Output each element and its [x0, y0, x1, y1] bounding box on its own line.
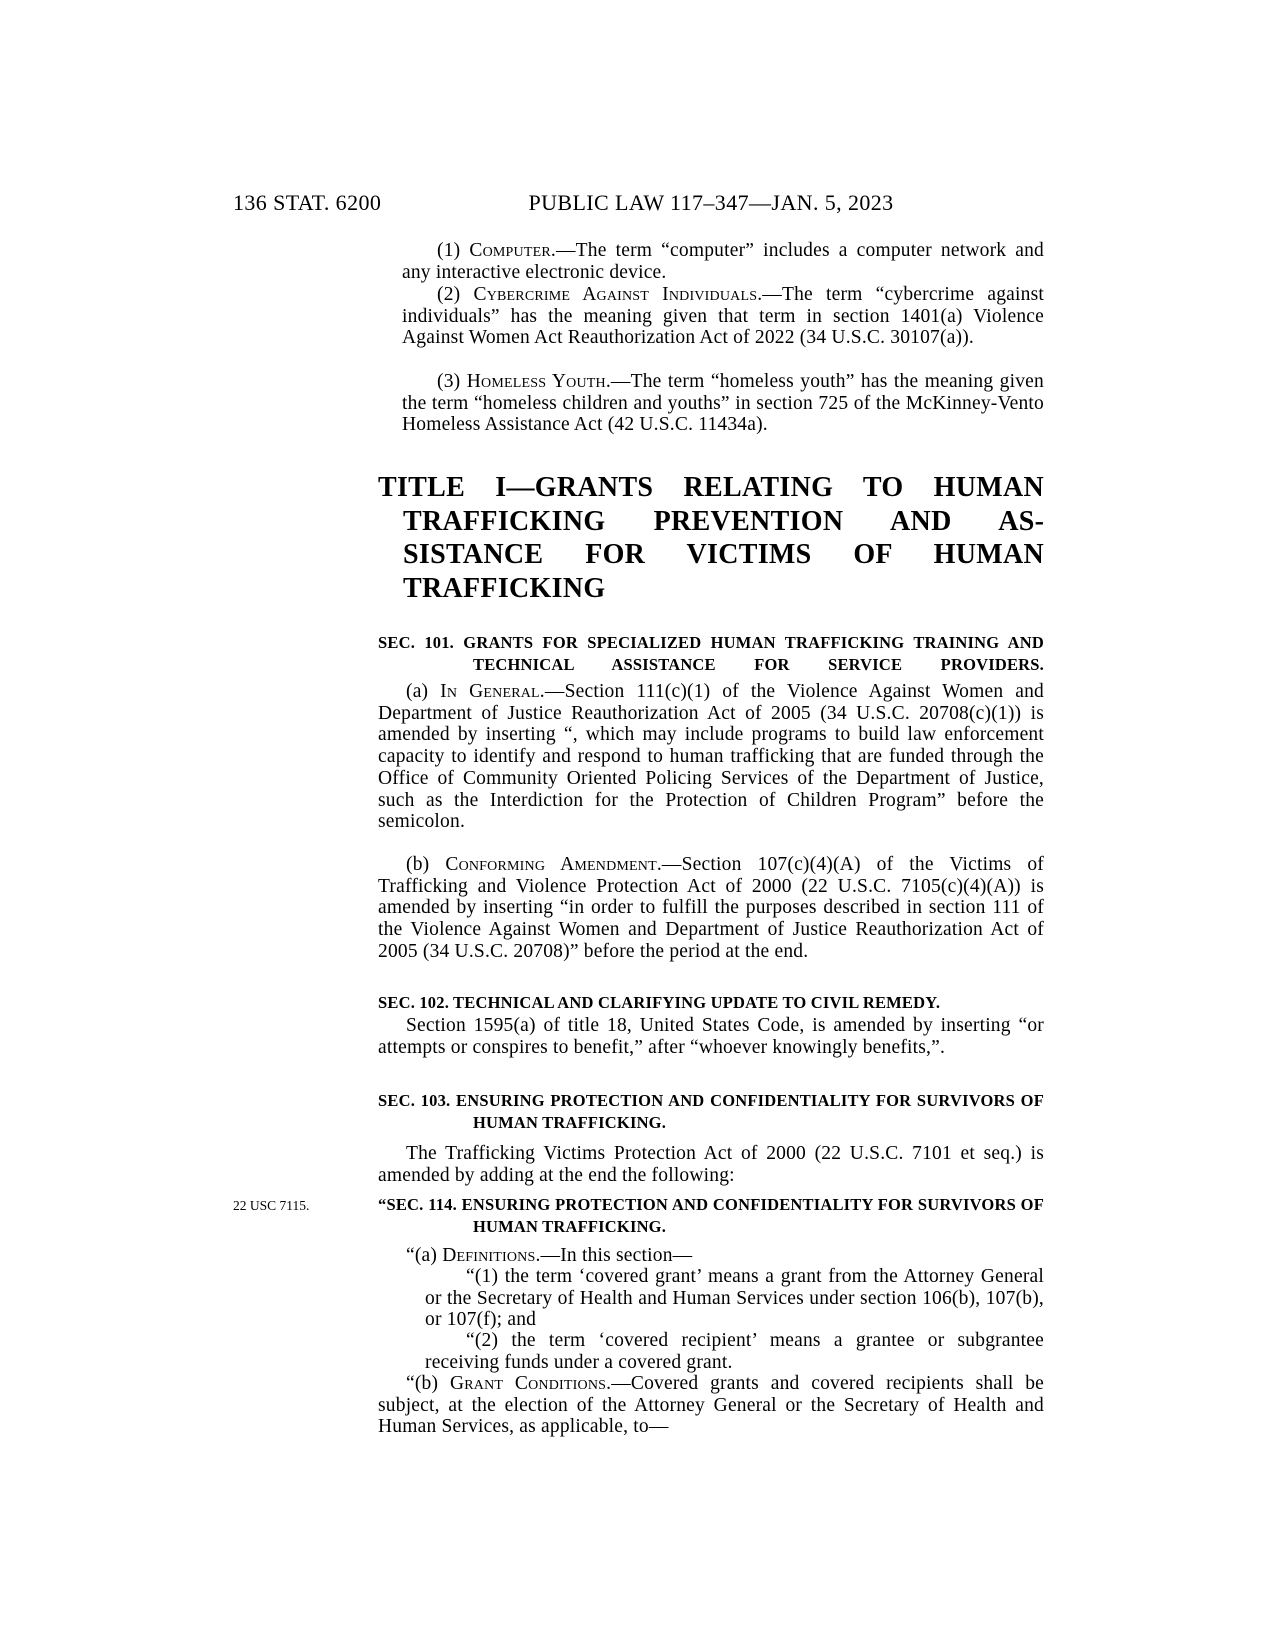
- para-number: (2): [437, 284, 474, 305]
- para-103-body: The Trafficking Victims Protection Act of 2000 (22 U.S.C. 7101 et seq.) is amended by adding at the end the following:: [378, 1143, 1044, 1186]
- title-i-heading: TITLE I—GRANTS RELATING TO HUMAN TRAFFICKING PREVENTION AND ASSISTANCE FOR VICTIMS OF HUMAN TRAFFICKING: [378, 472, 1044, 604]
- para-101-subsec-a: [378, 681, 1044, 833]
- para-number: (3): [437, 371, 467, 392]
- para-text: .—The term “computer” includes a computer network and any interactive electronic device.: [402, 240, 1044, 283]
- para-101-subsec-b: [378, 854, 1044, 963]
- para-114-subsec-b-grant-conditions: [378, 1373, 1044, 1438]
- subsec-letter: (b): [406, 854, 446, 875]
- subsec-term: Definitions: [442, 1245, 536, 1266]
- para-114-subsec-a-definitions: [378, 1245, 1044, 1267]
- para-114-a-1: “(1) the term ‘covered grant’ means a grant from the Attorney General or the Secretary of Health and Human Services under section 106(b), 107(b), or 107(f); and: [425, 1266, 1044, 1331]
- margin-note-22-usc-7115: 22 USC 7115.: [233, 1198, 310, 1213]
- sec-101-heading: SEC. 101. GRANTS FOR SPECIALIZED HUMAN TRAFFICKING TRAINING AND TECHNICAL ASSISTANCE FOR SERVICE PROVIDERS.: [378, 633, 1044, 674]
- defined-term: Homeless Youth: [466, 371, 606, 392]
- para-text: .—The term “cybercrime against individuals” has the meaning given that term in section 1401(a) Violence Against Women Act Reauthorization Act of 2022 (34 U.S.C. 30107(a)).: [402, 284, 1044, 349]
- subsec-term: Conforming Amendment: [445, 854, 657, 875]
- subsec-letter: “(a): [406, 1245, 443, 1266]
- sec-114-heading: “SEC. 114. ENSURING PROTECTION AND CONFIDENTIALITY FOR SURVIVORS OF HUMAN TRAFFICKING.: [378, 1195, 1044, 1236]
- para-definition-cybercrime: [378, 284, 1044, 349]
- stat-page-number: 136 STAT. 6200: [233, 190, 382, 215]
- para-definition-computer: [378, 240, 1044, 283]
- subsec-letter: “(b): [406, 1373, 450, 1394]
- para-text: .—Section 111(c)(1) of the Violence Against Women and Department of Justice Reauthorization Act of 2005 (34 U.S.C. 20708(c)(1)) is amended by inserting “, which may include programs to build law enforcement capacity to identify and respond to human trafficking that are funded through the Office of Community Oriented Policing Services of the Department of Justice, such as the Interdiction for the Protection of Children Program” before the semicolon.: [378, 681, 1044, 833]
- defined-term: Cybercrime Against Individuals: [473, 284, 758, 305]
- para-102-body: Section 1595(a) of title 18, United States Code, is amended by inserting “or attempts or conspires to benefit,” after “whoever knowingly benefits,”.: [378, 1015, 1044, 1058]
- para-text: .—Section 107(c)(4)(A) of the Victims of Trafficking and Violence Protection Act of 2000 (22 U.S.C. 7105(c)(4)(A)) is amended by inserting “in order to fulfill the purposes described in section 111 of the Violence Against Women and Department of Justice Reauthorization Act of 2005 (34 U.S.C. 20708)” before the period at the end.: [378, 854, 1044, 962]
- para-definition-homeless-youth: [378, 371, 1044, 436]
- sec-102-heading: SEC. 102. TECHNICAL AND CLARIFYING UPDATE TO CIVIL REMEDY.: [378, 993, 941, 1012]
- defined-term: Computer: [469, 240, 551, 261]
- law-running-head: PUBLIC LAW 117–347—JAN. 5, 2023: [528, 190, 894, 215]
- sec-103-heading: SEC. 103. ENSURING PROTECTION AND CONFIDENTIALITY FOR SURVIVORS OF HUMAN TRAFFICKING.: [378, 1091, 1044, 1132]
- para-text: .—Covered grants and covered recipients shall be subject, at the election of the Attorney General or the Secretary of Health and Human Services, as applicable, to—: [378, 1373, 1044, 1438]
- para-number: (1): [437, 240, 470, 261]
- para-text: .—The term “homeless youth” has the meaning given the term “homeless children and youths” in section 725 of the McKinney-Vento Homeless Assistance Act (42 U.S.C. 11434a).: [402, 371, 1044, 436]
- subsec-term: Grant Conditions: [449, 1373, 607, 1394]
- para-text: .—In this section—: [535, 1245, 693, 1266]
- para-114-a-2: “(2) the term ‘covered recipient’ means a grantee or subgrantee receiving funds under a covered grant.: [425, 1330, 1044, 1373]
- subsec-term: In General: [440, 681, 540, 702]
- subsec-letter: (a): [406, 681, 441, 702]
